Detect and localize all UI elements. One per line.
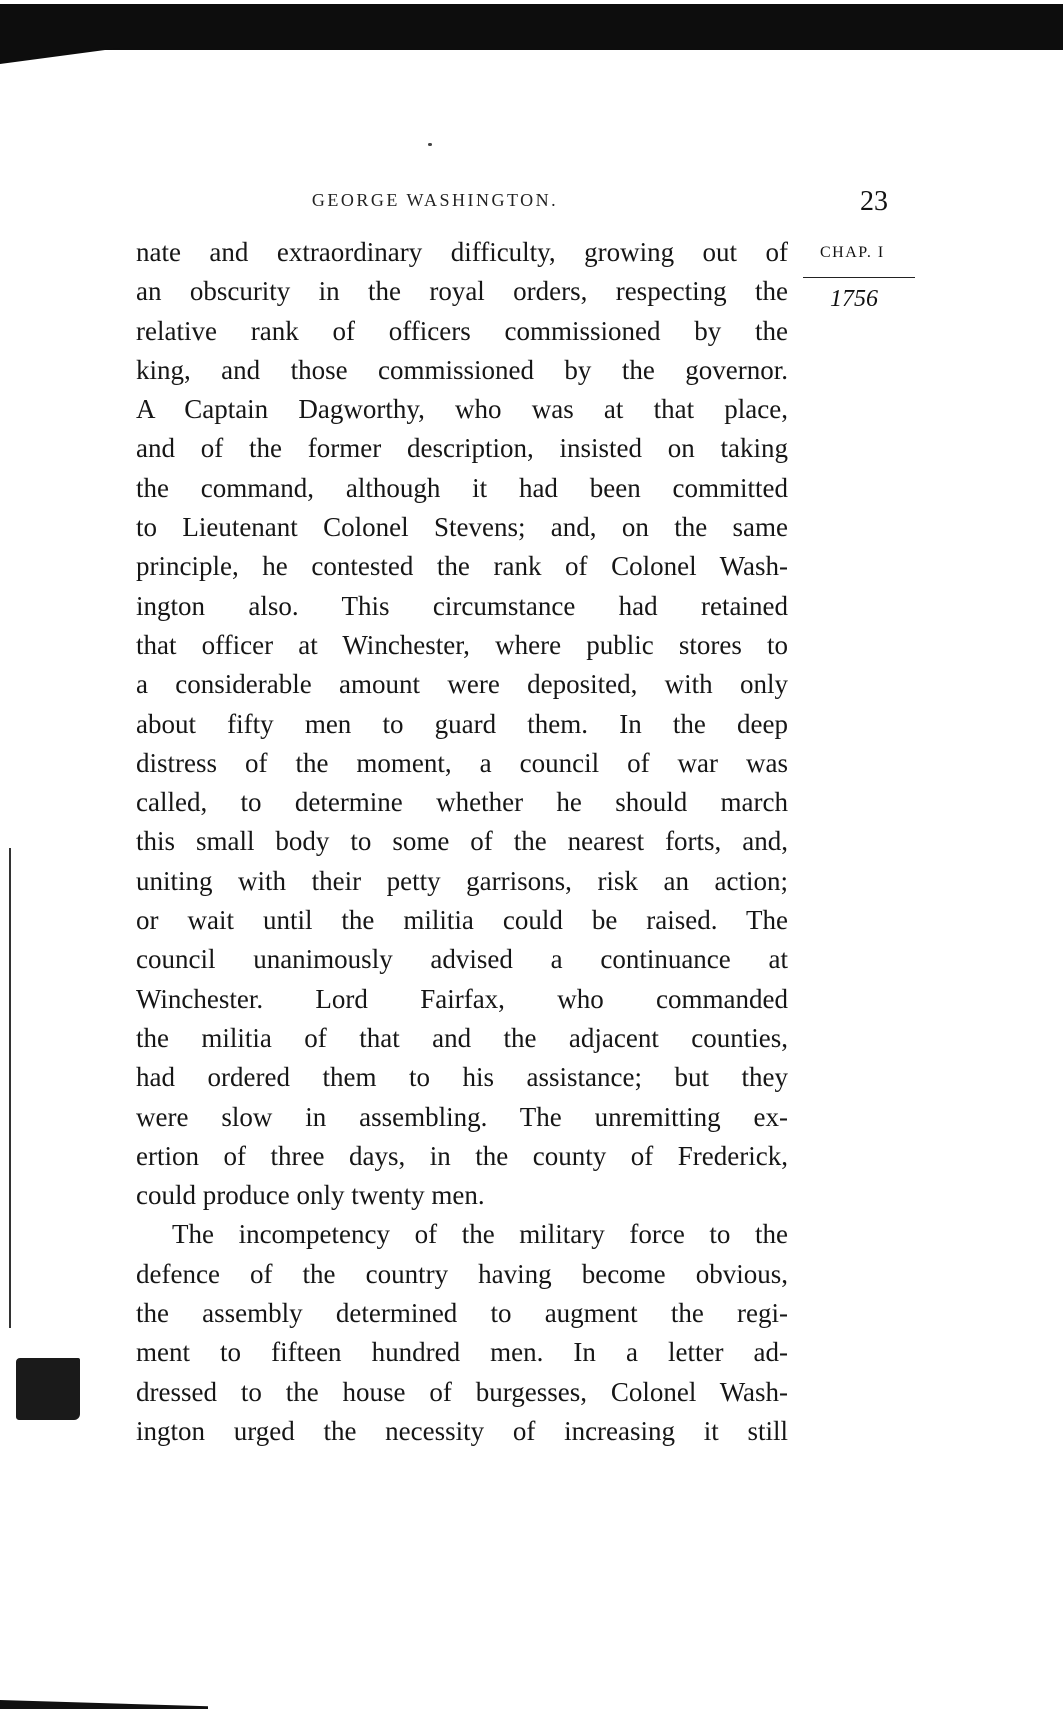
text-line: A Captain Dagworthy, who was at that place, (136, 394, 788, 425)
scan-ink-blot (16, 1358, 80, 1420)
text-line: could produce only twenty men. (136, 1180, 485, 1211)
text-line: defence of the country having become obvious, (136, 1258, 788, 1289)
text-line: about fifty men to guard them. In the deep (136, 708, 788, 739)
text-line: the command, although it had been committed (136, 472, 788, 503)
scan-gutter-line (9, 848, 11, 1328)
margin-chapter-label: CHAP. I (820, 244, 885, 261)
text-line: a considerable amount were deposited, with only (136, 669, 788, 700)
scan-edge-shadow-bottom (0, 1700, 208, 1709)
text-line: had ordered them to his assistance; but they (136, 1062, 788, 1093)
body-text (136, 233, 788, 1451)
text-line: uniting with their petty garrisons, risk an action; (136, 865, 788, 896)
text-line: council unanimously advised a continuance at (136, 944, 788, 975)
text-line: that officer at Winchester, where public stores to (136, 629, 788, 660)
text-line: an obscurity in the royal orders, respecting the (136, 276, 788, 307)
text-line: were slow in assembling. The unremitting ex- (136, 1101, 788, 1132)
running-head: GEORGE WASHINGTON. (311, 190, 559, 210)
margin-year: 1756 (830, 286, 878, 312)
text-line: to Lieutenant Colonel Stevens; and, on the same (136, 512, 788, 543)
text-line: or wait until the militia could be raised. The (136, 905, 788, 936)
margin-divider (803, 277, 915, 278)
page-number: 23 (860, 186, 888, 217)
text-line: relative rank of officers commissioned by the (136, 315, 788, 346)
text-line: ington urged the necessity of increasing it still (136, 1415, 788, 1446)
text-line: this small body to some of the nearest forts, and, (136, 826, 788, 857)
text-line: Winchester. Lord Fairfax, who commanded (136, 983, 788, 1014)
text-line: the militia of that and the adjacent counties, (136, 1022, 788, 1053)
text-line: ment to fifteen hundred men. In a letter ad- (136, 1337, 788, 1368)
scan-edge-shadow-top-lip (0, 48, 120, 64)
text-line: distress of the moment, a council of war was (136, 747, 788, 778)
text-line: and of the former description, insisted on taking (136, 433, 788, 464)
text-line: principle, he contested the rank of Colonel Wash- (136, 551, 788, 582)
text-line: dressed to the house of burgesses, Colonel Wash- (136, 1376, 788, 1407)
text-line: king, and those commissioned by the governor. (136, 354, 788, 385)
text-line: ington also. This circumstance had retained (136, 590, 788, 621)
scan-speck (428, 143, 432, 146)
text-line: the assembly determined to augment the regi- (136, 1298, 788, 1329)
scan-edge-shadow-top (0, 4, 1063, 50)
text-line: ertion of three days, in the county of Frederick, (136, 1140, 788, 1171)
text-line: called, to determine whether he should march (136, 787, 788, 818)
text-line: The incompetency of the military force to the (172, 1219, 788, 1250)
text-line: nate and extraordinary difficulty, growing out of (136, 237, 788, 267)
